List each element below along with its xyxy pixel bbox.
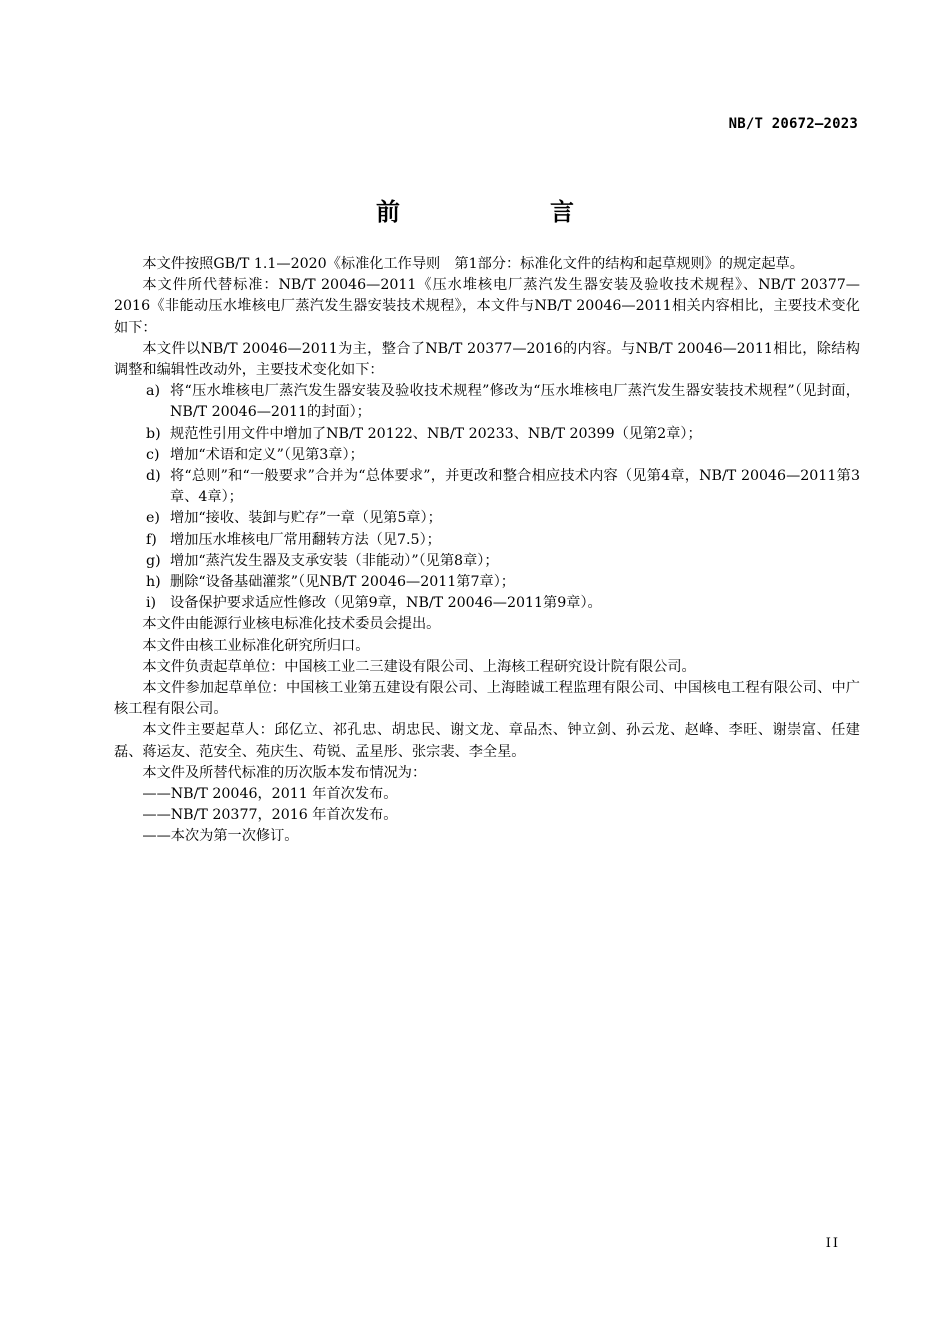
list-marker: g)	[146, 552, 161, 569]
list-item	[114, 572, 860, 593]
list-marker: f)	[146, 531, 157, 548]
paragraph-lead-drafters: 本文件负责起草单位：中国核工业二三建设有限公司、上海核工程研究设计院有限公司。	[142, 658, 696, 675]
history-item: ——NB/T 20046，2011 年首次发布。	[142, 786, 398, 803]
list-marker: c)	[146, 446, 160, 463]
list-marker: a)	[146, 383, 160, 400]
list-item-text: 将“压水堆核电厂蒸汽发生器安装及验收技术规程”修改为“压水堆核电厂蒸汽发生器安装技术规程”（见封面，NB/T 20046—2011的封面）；	[170, 383, 860, 421]
list-item-text: 将“总则”和“一般要求”合并为“总体要求”，并更改和整合相应技术内容（见第4章，NB/T 20046—2011第3章、4章）；	[170, 468, 860, 506]
paragraph-drafting-rules: 本文件按照GB/T 1.1—2020《标准化工作导则 第1部分：标准化文件的结构和起草规则》的规定起草。	[142, 256, 804, 272]
paragraph-participating-drafters: 本文件参加起草单位：中国核工业第五建设有限公司、上海睦诚工程监理有限公司、中国核电工程有限公司、中广核工程有限公司。	[114, 680, 860, 718]
change-list	[114, 381, 860, 614]
foreword-body	[114, 254, 860, 848]
list-item	[114, 551, 860, 572]
list-item-text: 规范性引用文件中增加了NB/T 20122、NB/T 20233、NB/T 20399（见第2章）；	[170, 425, 702, 442]
list-item	[114, 445, 860, 466]
history-item: ——NB/T 20377，2016 年首次发布。	[142, 807, 398, 824]
list-item	[114, 530, 860, 551]
list-item	[114, 508, 860, 529]
paragraph-administrator: 本文件由核工业标准化研究所归口。	[142, 637, 370, 654]
paragraph-integration: 本文件以NB/T 20046—2011为主，整合了NB/T 20377—2016的内容。与NB/T 20046—2011相比，除结构调整和编辑性改动外，主要技术变化如下：	[114, 340, 860, 379]
paragraph-main-drafters: 本文件主要起草人：邱亿立、祁孔忠、胡忠民、谢文龙、章品杰、钟立剑、孙云龙、赵峰、李旺、谢崇富、任建磊、蒋运友、范安全、苑庆生、苟锐、孟星彤、张宗裴、李全星。	[114, 722, 860, 760]
paragraph-proposer: 本文件由能源行业核电标准化技术委员会提出。	[142, 616, 441, 633]
history-item: ——本次为第一次修订。	[142, 828, 299, 845]
page-title: 前 言	[376, 198, 608, 226]
list-item-text: 删除“设备基础灌浆”（见NB/T 20046—2011第7章）；	[170, 574, 515, 591]
list-marker: i)	[146, 595, 157, 612]
list-item-text: 增加“蒸汽发生器及支承安装（非能动）”（见第8章）；	[170, 552, 499, 569]
list-item	[114, 593, 860, 614]
paragraph-replaced-standards: 本文件所代替标准：NB/T 20046—2011《压水堆核电厂蒸汽发生器安装及验收技术规程》、NB/T 20377—2016《非能动压水堆核电厂蒸汽发生器安装技术规程》，本文件与NB/T 20046—2011相关内容相比，主要技术变化如下：	[114, 277, 860, 336]
list-item-text: 增加压水堆核电厂常用翻转方法（见7.5）；	[170, 531, 441, 548]
list-marker: e)	[146, 510, 160, 527]
list-item-text: 增加“接收、装卸与贮存”一章（见第5章）；	[170, 510, 442, 527]
standard-number: NB/T 20672—2023	[728, 116, 858, 132]
list-item	[114, 424, 860, 445]
list-marker: d)	[146, 468, 161, 485]
list-item-text: 设备保护要求适应性修改（见第9章，NB/T 20046—2011第9章）。	[170, 595, 602, 612]
list-marker: h)	[146, 574, 161, 591]
list-item	[114, 381, 860, 423]
list-marker: b)	[146, 425, 161, 442]
paragraph-version-history: 本文件及所替代标准的历次版本发布情况为：	[142, 764, 427, 781]
list-item	[114, 466, 860, 508]
list-item-text: 增加“术语和定义”（见第3章）；	[170, 446, 364, 463]
page-number: II	[825, 1236, 840, 1251]
